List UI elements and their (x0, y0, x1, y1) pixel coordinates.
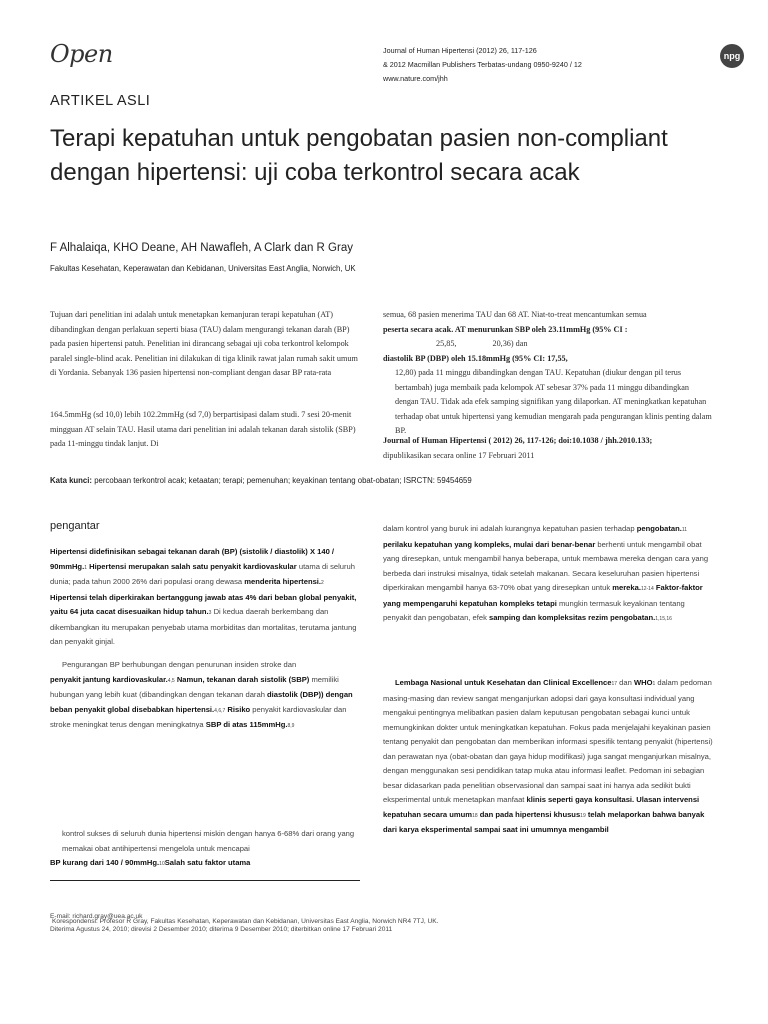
body-text: Salah satu faktor utama (164, 858, 251, 867)
reference-marker[interactable]: 11 (681, 527, 688, 533)
body-text: Faktor-faktor yang mempengaruhi kepatuhan kompleks tetapi (383, 583, 703, 608)
body-text: Lembaga Nasional untuk Kesehatan dan Clinical Excellence (395, 678, 612, 687)
authors: F Alhalaiqa, KHO Deane, AH Nawafleh, A Clark dan R Gray (50, 242, 353, 254)
body-text: Pengurangan BP berhubungan dengan penurunan insiden stroke dan (62, 660, 297, 669)
body-text: Di kedua daerah berkembang dan dikembangkan itu merupakan penyebab utama morbiditas dan mortalitas, terutama jantung dan penyakit ginjal. (50, 607, 357, 646)
body-text: perilaku kepatuhan yang kompleks, mulai dari benar-benar (383, 539, 596, 549)
abstract-result: peserta secara acak. AT menurunkan SBP oleh 23.11mmHg (95% CI : (383, 324, 628, 334)
abstract-ci (383, 337, 713, 352)
article-title: Terapi kepatuhan untuk pengobatan pasien non-compliant dengan hipertensi: uji coba terkontrol secara acak (50, 125, 668, 186)
reference-marker[interactable]: 10 (159, 861, 165, 867)
reference-marker[interactable]: 19 (580, 812, 586, 819)
abstract-citation-block (383, 434, 713, 463)
keywords-text: percobaan terkontrol acak; ketaatan; terapi; pemenuhan; keyakinan tentang obat-obatan; ISRCTN: 59454659 (92, 476, 472, 485)
abstract-text: 164.5mmHg (sd 10,0) lebih 102.2mmHg (sd 7,0) berpartisipasi dalam studi. 7 sesi 20-menit mingguan AT selain TAU. Hasil utama dari penelitian ini adalah tekanan darah sistolik (SBP) pada 11-minggu tindak lanjut. Di (50, 410, 356, 448)
body-paragraph (50, 827, 362, 872)
body-text: menderita hipertensi. (242, 577, 322, 586)
body-text: Hipertensi merupakan salah satu penyakit kardiovaskular (86, 561, 297, 571)
body-text: pengobatan. (634, 524, 682, 533)
body-paragraph (383, 676, 713, 838)
section-label: ARTIKEL ASLI (50, 93, 151, 109)
abstract-text: 12,80) pada 11 minggu dibandingkan dengan TAU. Kepatuhan (diukur dengan pil terus bertambah) juga membaik pada kelompok AT sebesar 37% pada 11 minggu dibandingkan dengan TAU. Tidak ada efek samping signifikan yang dilaporkan. AT meningkatkan kepatuhan terhadap obat untuk hipertensi yang kemudian mengarah pada pengurangan klinis penting dalam BP. (395, 368, 712, 435)
body-text: dalam pedoman masing-masing dan review sangat menganjurkan adopsi dari gaya konsultasi individual yang mengakui pentingnya melibatkan pasien dalam keputusan pengobatan sebagai kunci untuk memungkinkan dokter untuk meningkatkan kepatuhan. Fokus pada menjelajahi keyakinan pasien tentang penyakit dan pengobatan dan memberikan informasi spesifik tentang penyakit (hipertensi) dan perawatan nya (obat-obatan dan gaya hidup modifikasi) juga sangat menganjurkan misalnya, dengan menggunakan sesi pendidikan tatap muka atau informasi leaflet. Pedoman ini sebagian besar didasarkan pada penelitian observasional dan sampai saat ini hanya ada sedikit bukti eksperimental untuk menetapkan manfaat (383, 678, 713, 804)
abstract-right-part1 (383, 308, 713, 439)
abstract-text: semua, 68 pasien menerima TAU dan 68 AT. Niat-to-treat mencantumkan semua (383, 310, 647, 319)
journal-url[interactable]: www.nature.com/jhh (383, 74, 448, 83)
body-text: berhenti untuk mengambil obat yang diresepkan, untuk mengambil hanya beberapa, untuk membawa mereka dengan cara yang berbeda dari instruksi misalnya, tidak setelah makanan. Secara keseluruhan pasien hipertensi diperkirakan mengambil hanya 63-70% obat yang diresepkan untuk (383, 539, 709, 592)
footnote-email[interactable]: E-mail: richard.gray@uea.ac.uk (50, 913, 143, 920)
published-date: dipublikasikan secara online 17 Februari 2011 (383, 450, 535, 460)
reference-marker[interactable]: 12-14 (640, 586, 654, 592)
body-text: diastolik (DBP)) dengan beban penyakit global disebabkan hipertensi. (50, 690, 353, 714)
section-heading-introduction: pengantar (50, 520, 100, 532)
body-text: Hipertensi didefinisikan sebagai tekanan darah (BP) (sistolik / diastolik) X 140 / 90mmHg. (50, 547, 335, 571)
body-text: samping dan kompleksitas rezim pengobatan. (486, 613, 656, 622)
body-text: SBP di atas 115mmHg. (203, 720, 288, 729)
body-text: kontrol sukses di seluruh dunia hipertensi miskin dengan hanya 6-68% dari orang yang memakai obat antihipertensi mengelola untuk mencapai (62, 829, 355, 853)
reference-marker[interactable]: 3 (208, 610, 212, 616)
reference-marker[interactable]: 18 (472, 812, 478, 819)
abstract-left-part2 (50, 408, 365, 452)
body-text: penyakit jantung kardiovaskular. (50, 674, 168, 684)
body-text: penyakit kardiovaskular dan stroke meningkat terus dengan meningkatnya (50, 704, 347, 729)
body-text: dalam kontrol yang buruk ini adalah kurangnya kepatuhan pasien terhadap (383, 524, 635, 533)
body-text: memiliki hubungan yang lebih kuat (dibandingkan dengan tekanan darah (50, 674, 339, 699)
journal-copyright: & 2012 Macmillan Publishers Terbatas-undang 0950-9240 / 12 (383, 60, 582, 69)
reference-marker[interactable]: 1 (84, 564, 87, 571)
reference-marker[interactable]: 8,9 (287, 723, 295, 729)
article-citation: Journal of Human Hipertensi ( 2012) 26, 117-126; doi:10.1038 / jhh.2010.133; (383, 436, 653, 445)
reference-marker[interactable]: 17 (611, 681, 618, 687)
body-paragraph (383, 522, 713, 627)
footnote-correspondence: Korespondensi: Profesor R Gray, Fakultas Kesehatan, Keperawatan dan Kebidanan, Universitas East Anglia, Norwich NR4 7TJ, UK. (52, 918, 439, 925)
reference-marker[interactable]: 2 (321, 580, 324, 586)
body-text: mungkin termasuk keyakinan tentang penyakit dan pengobatan, efek (383, 598, 685, 622)
body-paragraph (50, 658, 362, 734)
body-text: WHO (631, 678, 653, 687)
npg-logo-icon: npg (720, 44, 744, 68)
ci-lower: 25,85, (436, 339, 457, 348)
body-text: utama di seluruh dunia; pada tahun 2000 26% dari populasi orang dewasa (50, 561, 355, 586)
body-text: Namun, tekanan darah sistolik (SBP) (174, 674, 310, 684)
body-text: Hipertensi telah diperkirakan bertanggung jawab atas 4% dari beban global penyakit, yaitu 64 juta cacat disesuaikan hidup tahun. (50, 592, 357, 616)
journal-info (383, 44, 703, 86)
body-paragraph (50, 545, 362, 650)
abstract-result: diastolik BP (DBP) oleh 15.18mmHg (95% CI: 17,55, (383, 353, 568, 363)
open-access-logo: Open (50, 40, 113, 68)
body-text: dan pada hipertensi khusus (477, 809, 581, 819)
body-text: mereka. (610, 583, 641, 592)
abstract-left-part1 (50, 308, 365, 381)
body-text: telah melaporkan bahwa banyak dari karya eksperimental sampai saat ini umumnya mengambil (383, 809, 705, 834)
body-text: klinis seperti gaya konsultasi. Ulasan intervensi kepatuhan secara umum (383, 795, 700, 819)
keywords (50, 476, 472, 485)
body-text: Risiko (225, 704, 251, 714)
reference-marker[interactable]: 1,15,16 (655, 616, 672, 622)
footnote-dates: Diterima Agustus 24, 2010; direvisi 2 Desember 2010; diterima 9 Desember 2010; diterbitkan online 17 Februari 2011 (50, 926, 393, 933)
body-text: dan (617, 678, 632, 687)
body-text: BP kurang dari 140 / 90mmHg. (50, 858, 160, 867)
reference-marker[interactable]: 1 (652, 681, 656, 687)
keywords-label: Kata kunci: (50, 476, 93, 485)
abstract-text: Tujuan dari penelitian ini adalah untuk menetapkan kemanjuran terapi kepatuhan (AT) dibandingkan dengan perlakuan seperti biasa (TAU) dalam mengurangi tekanan darah (BP) pada pasien hipertensi patuh. Penelitian ini dirancang sebagai uji coba terkontrol kelompok paralel single-blind acak. Penelitian ini dilakukan di tiga klinik rawat jalan rumah sakit umum di Yordania. Sebanyak 136 pasien hipertensi non-compliant dengan dasar BP rata-rata (50, 310, 358, 377)
footnote-divider (50, 880, 360, 881)
affiliation: Fakultas Kesehatan, Keperawatan dan Kebidanan, Universitas East Anglia, Norwich, UK (50, 264, 356, 273)
reference-marker[interactable]: 4,5 (167, 677, 175, 684)
journal-citation: Journal of Human Hipertensi (2012) 26, 117-126 (383, 46, 537, 55)
reference-marker[interactable]: 4,6,7 (214, 707, 226, 714)
ci-upper: 20,36) dan (492, 339, 528, 348)
